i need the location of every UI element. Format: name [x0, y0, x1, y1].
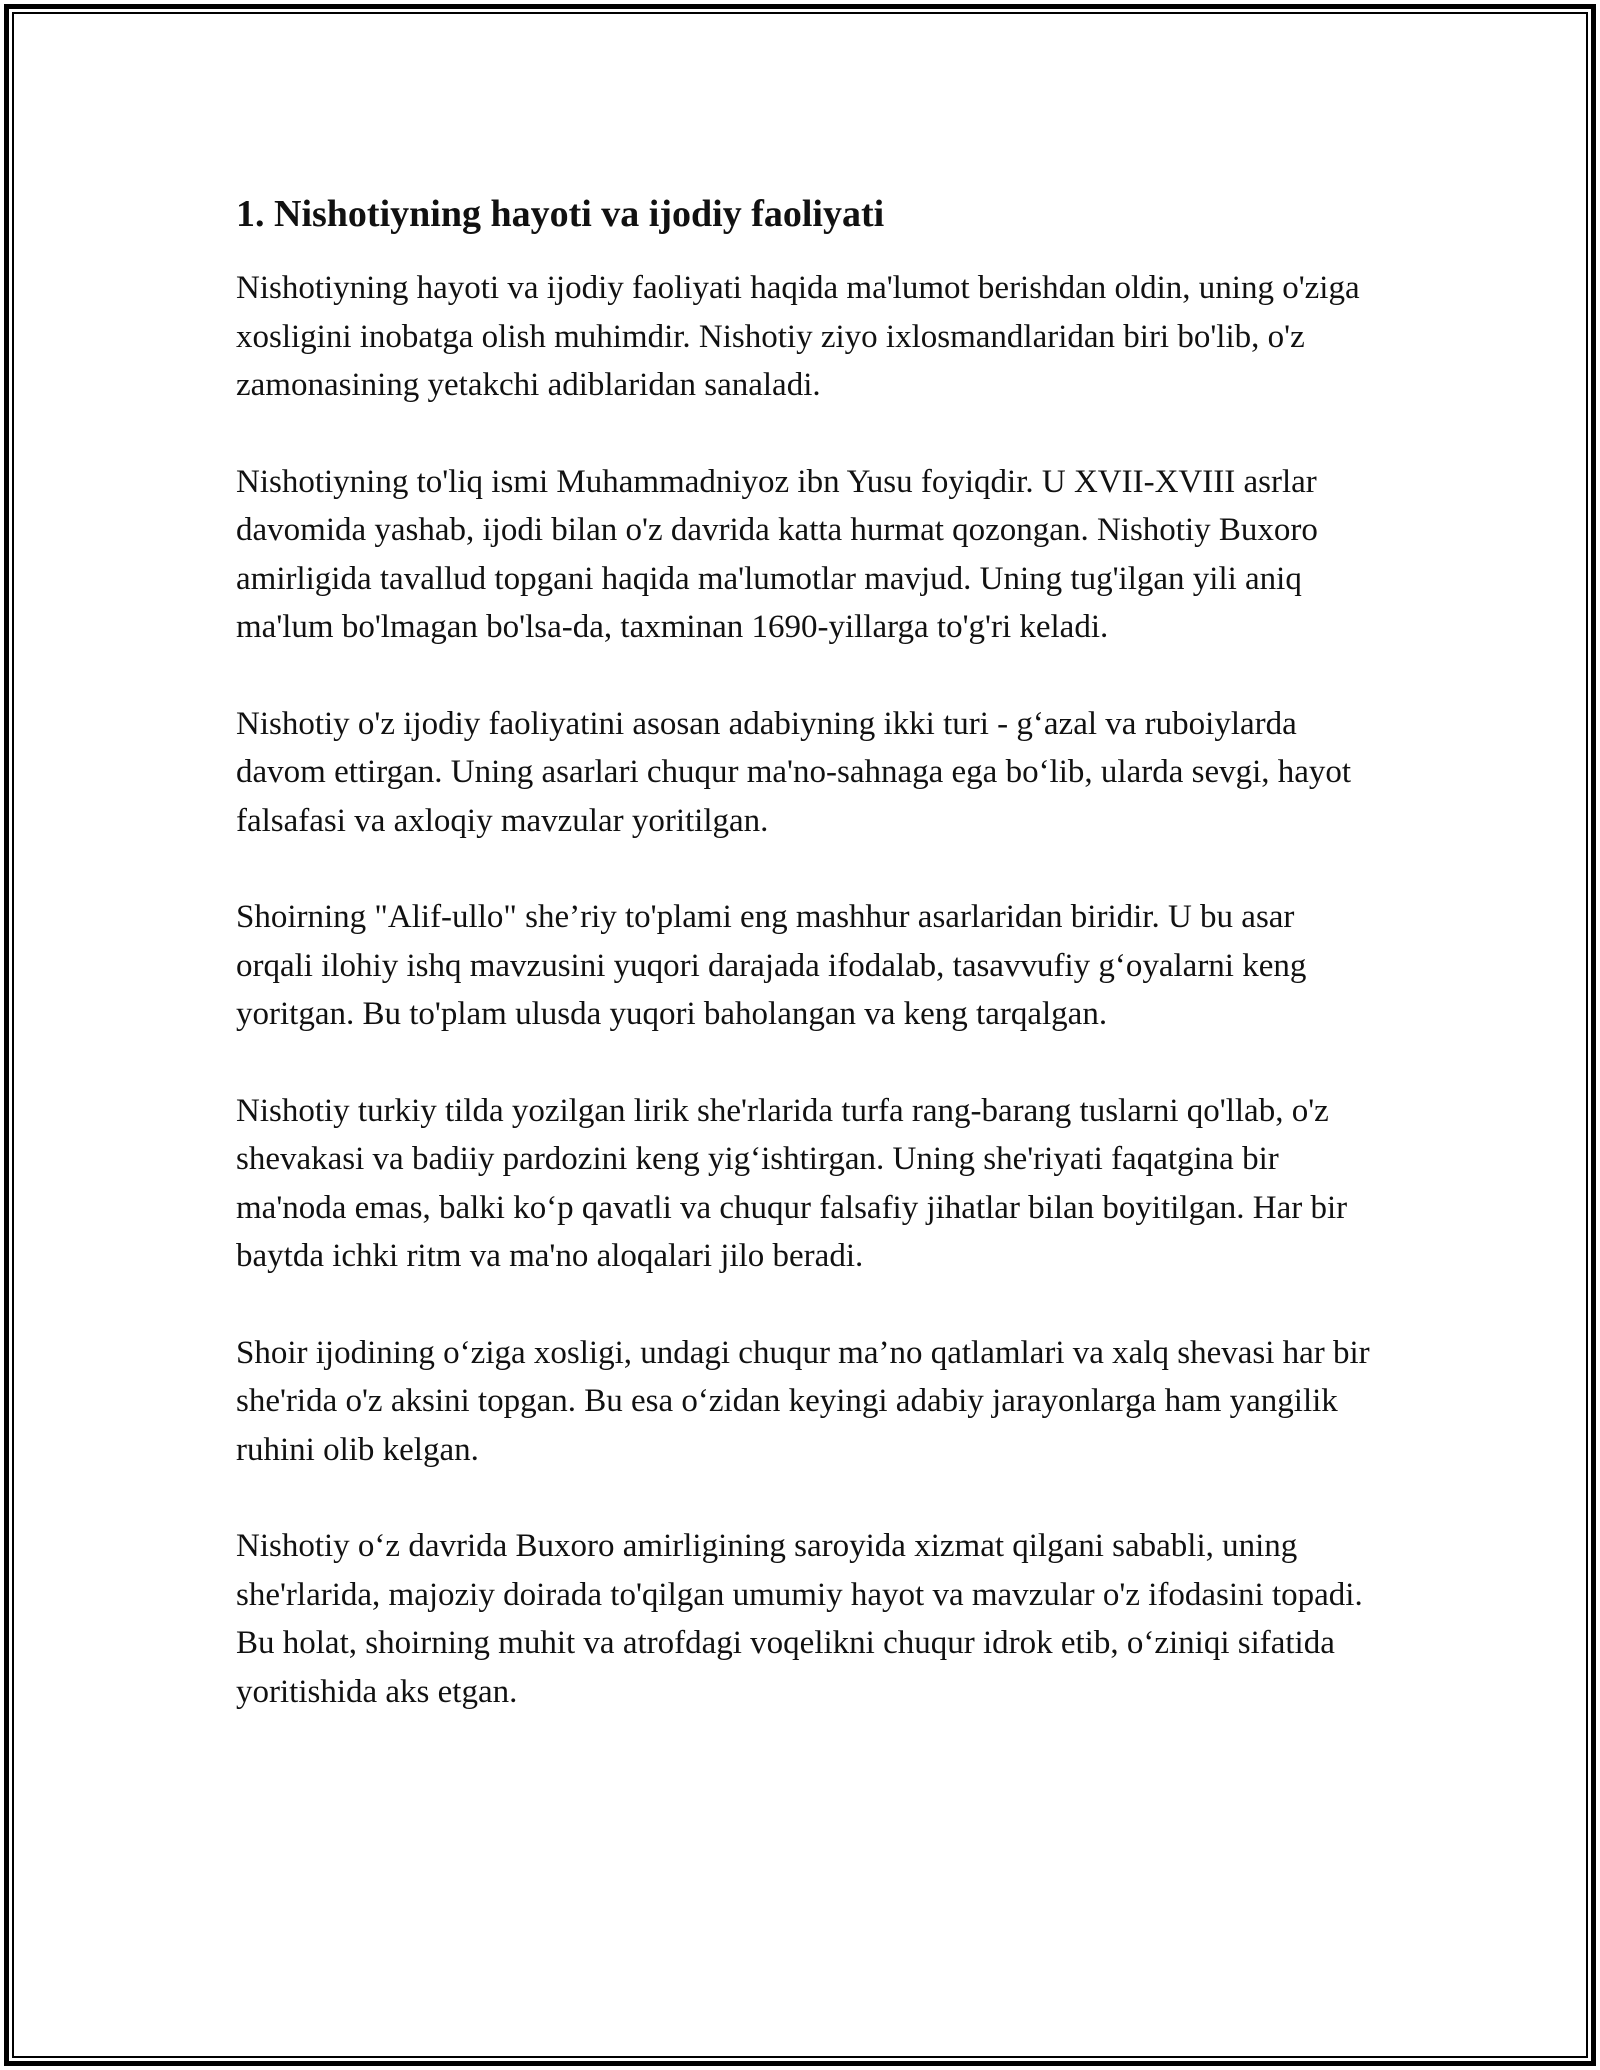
- document-body: [236, 186, 1376, 1764]
- paragraph-lyric-style: Nishotiy turkiy tilda yozilgan lirik she'rlarida turfa rang-barang tuslarni qo'llab, o'z shevakasi va badiiy pardozini keng yig‘ishtirgan. Uning she'riyati faqatgina bir ma'noda emas, balki ko‘p qavatli va chuqur falsafiy jihatlar bilan boyitilgan. Har bir baytda ichki ritm va ma'no aloqalari jilo beradi.: [236, 1092, 1348, 1274]
- paragraph-intro: Nishotiyning hayoti va ijodiy faoliyati haqida ma'lumot berishdan oldin, uning o'ziga xosligini inobatga olish muhimdir. Nishotiy ziyo ixlosmandlaridan biri bo'lib, o'z zamonasining yetakchi adiblaridan sanaladi.: [236, 270, 1360, 403]
- paragraph-genres: Nishotiy o'z ijodiy faoliyatini asosan adabiyning ikki turi - g‘azal va ruboiylarda davom ettirgan. Uning asarlari chuqur ma'no-sahnaga ega bo‘lib, ularda sevgi, hayot falsafasi va axloqiy mavzular yoritilgan.: [236, 705, 1352, 839]
- section-title: 1. Nishotiyning hayoti va ijodiy faoliyati: [236, 193, 885, 235]
- paragraph-court-service: Nishotiy o‘z davrida Buxoro amirligining saroyida xizmat qilgani sababli, uning she'rlarida, majoziy doirada to'qilgan umumiy hayot va mavzular o'z ifodasini topadi. Bu holat, shoirning muhit va atrofdagi voqelikni chuqur idrok etib, o‘ziniqi sifatida yoritishida aks etgan.: [236, 1528, 1363, 1710]
- paragraph-collection: Shoirning "Alif-ullo" she’riy to'plami eng mashhur asarlaridan biridir. U bu asar orqali ilohiy ishq mavzusini yuqori darajada ifodalab, tasavvufiy g‘oyalarni keng yoritgan. Bu to'plam ulusda yuqori baholangan va keng tarqalgan.: [236, 899, 1307, 1032]
- paragraph-originality: Shoir ijodining o‘ziga xosligi, undagi chuqur ma’no qatlamlari va xalq shevasi har bir she'rida o'z aksini topgan. Bu esa o‘zidan keyingi adabiy jarayonlarga ham yangilik ruhini olib kelgan.: [236, 1334, 1370, 1468]
- paragraph-biography: Nishotiyning to'liq ismi Muhammadniyoz ibn Yusu foyiqdir. U XVII-XVIII asrlar davomida yashab, ijodi bilan o'z davrida katta hurmat qozongan. Nishotiy Buxoro amirligida tavallud topgani haqida ma'lumotlar mavjud. Uning tug'ilgan yili aniq ma'lum bo'lmagan bo'lsa-da, taxminan 1690-yillarga to'g'ri keladi.: [236, 463, 1318, 645]
